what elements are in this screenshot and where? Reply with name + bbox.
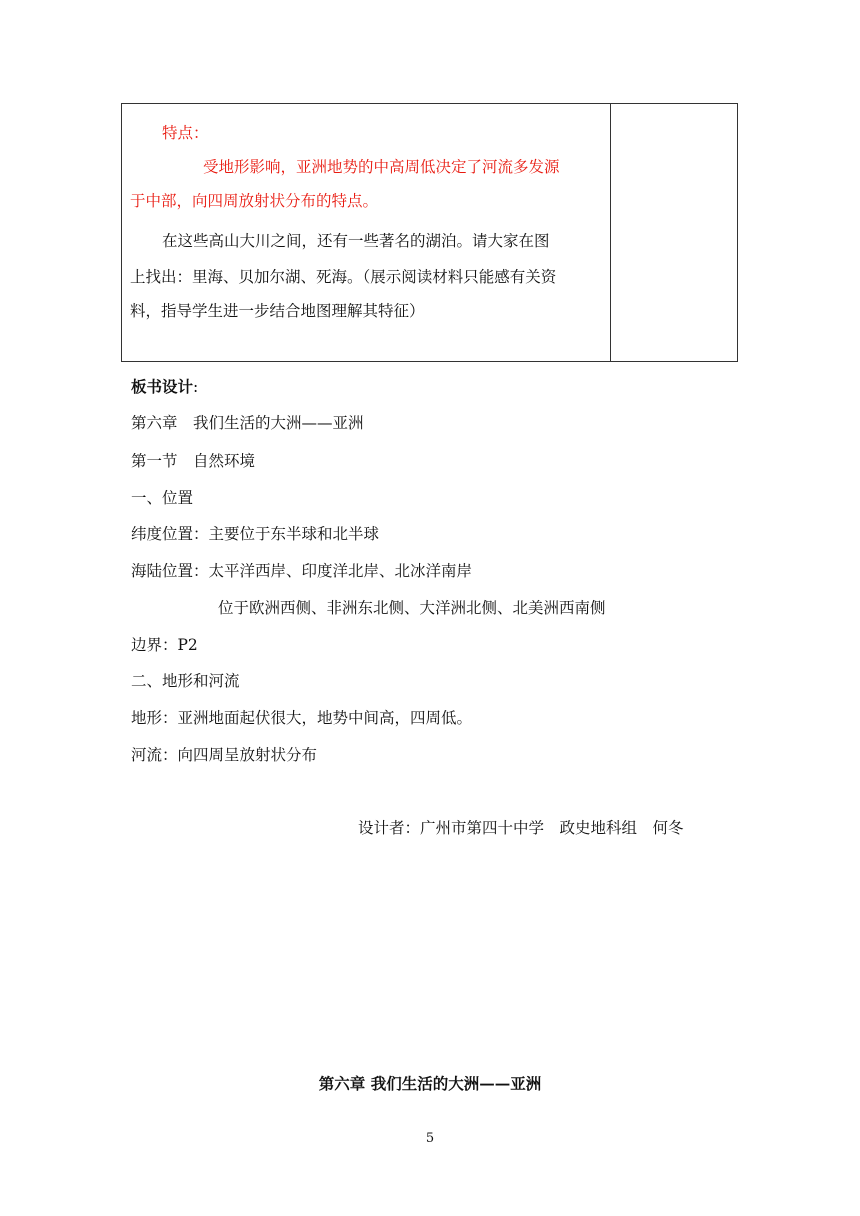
board-terrain: 地形：亚洲地面起伏很大，地势中间高，四周低。 <box>131 709 473 727</box>
feature-text-line-2: 于中部，向四周放射状分布的特点。 <box>130 192 379 210</box>
board-section: 第一节 自然环境 <box>131 452 256 470</box>
lakes-text-line-2: 上找出：里海、贝加尔湖、死海。（展示阅读材料只能感有关资 <box>130 268 557 286</box>
designer-credit: 设计者：广州市第四十中学 政史地科组 何冬 <box>358 819 684 837</box>
table-cell-notes <box>611 104 737 361</box>
board-chapter: 第六章 我们生活的大洲——亚洲 <box>131 414 364 432</box>
board-sea-land: 海陆位置：太平洋西岸、印度洋北岸、北冰洋南岸 <box>131 562 473 580</box>
board-sea-land-2: 位于欧洲西侧、非洲东北侧、大洋洲北侧、北美洲西南侧 <box>218 599 606 617</box>
board-latitude: 纬度位置：主要位于东半球和北半球 <box>131 525 380 543</box>
lakes-text-line-1: 在这些高山大川之间，还有一些著名的湖泊。请大家在图 <box>162 232 550 250</box>
board-design-heading: 板书设计: <box>131 377 199 396</box>
page-number: 5 <box>425 1131 435 1146</box>
lakes-text-line-3: 料，指导学生进一步结合地图理解其特征） <box>130 302 425 320</box>
board-border: 边界：P2 <box>131 636 198 654</box>
feature-text-line-1: 受地形影响，亚洲地势的中高周低决定了河流多发源 <box>203 158 560 176</box>
board-part-terrain: 二、地形和河流 <box>131 672 240 690</box>
board-rivers: 河流：向四周呈放射状分布 <box>131 746 318 764</box>
feature-heading: 特点： <box>162 124 209 142</box>
board-part-location: 一、位置 <box>131 489 194 507</box>
lesson-table <box>121 103 738 362</box>
next-chapter-title: 第六章 我们生活的大洲——亚洲 <box>318 1074 542 1093</box>
table-cell-content <box>122 104 610 361</box>
